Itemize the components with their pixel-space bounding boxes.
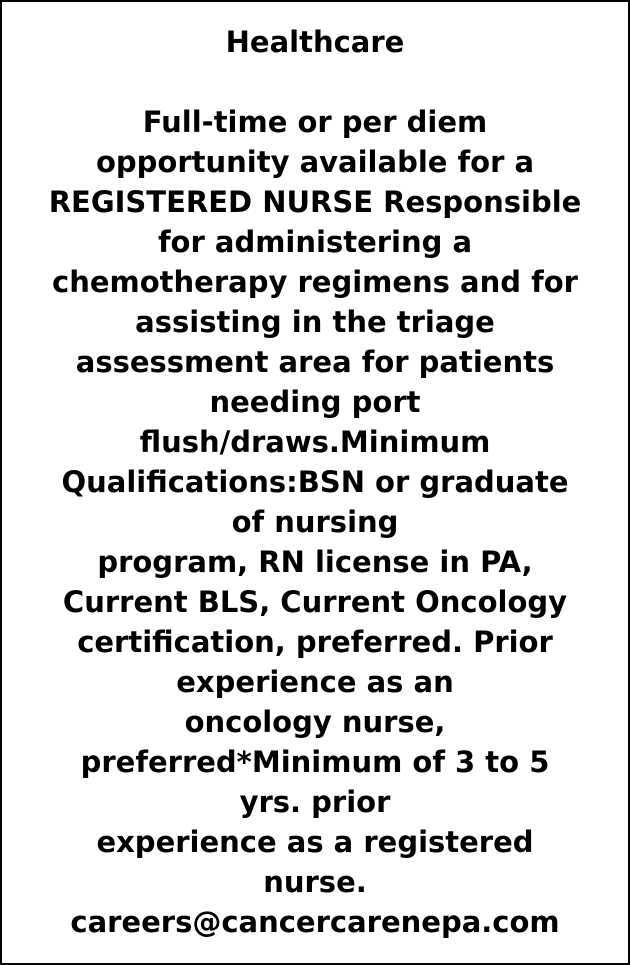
ad-line: Current BLS, Current Oncology: [62, 585, 568, 619]
ad-line: assessment area for patients: [75, 345, 555, 379]
ad-line: oncology nurse,: [184, 705, 446, 739]
ad-line: chemotherapy regimens and for: [52, 265, 578, 299]
ad-line: certification, preferred. Prior: [77, 625, 553, 659]
ad-line: preferred*Minimum of 3 to 5: [80, 745, 550, 779]
ad-line: for administering a: [157, 225, 473, 259]
ad-body: [2, 102, 628, 942]
ad-line: of nursing: [231, 505, 399, 539]
ad-line: yrs. prior: [239, 785, 391, 819]
ad-line: nurse.: [263, 865, 367, 899]
ad-line: assisting in the triage: [135, 305, 495, 339]
ad-line: experience as an: [176, 665, 454, 699]
ad-line: program, RN license in PA,: [97, 545, 533, 579]
ad-line: REGISTERED NURSE Responsible: [48, 185, 582, 219]
ad-title: Healthcare: [225, 25, 405, 59]
contact-email[interactable]: careers@cancercarenepa.com: [70, 905, 560, 939]
ad-line: Qualifications:BSN or graduate: [61, 465, 569, 499]
ad-line: Full-time or per diem: [142, 105, 488, 139]
ad-line: opportunity available for a: [95, 145, 535, 179]
ad-line: needing port: [209, 385, 421, 419]
ad-line: experience as a registered: [96, 825, 534, 859]
ad-line: flush/draws.Minimum: [139, 425, 491, 459]
